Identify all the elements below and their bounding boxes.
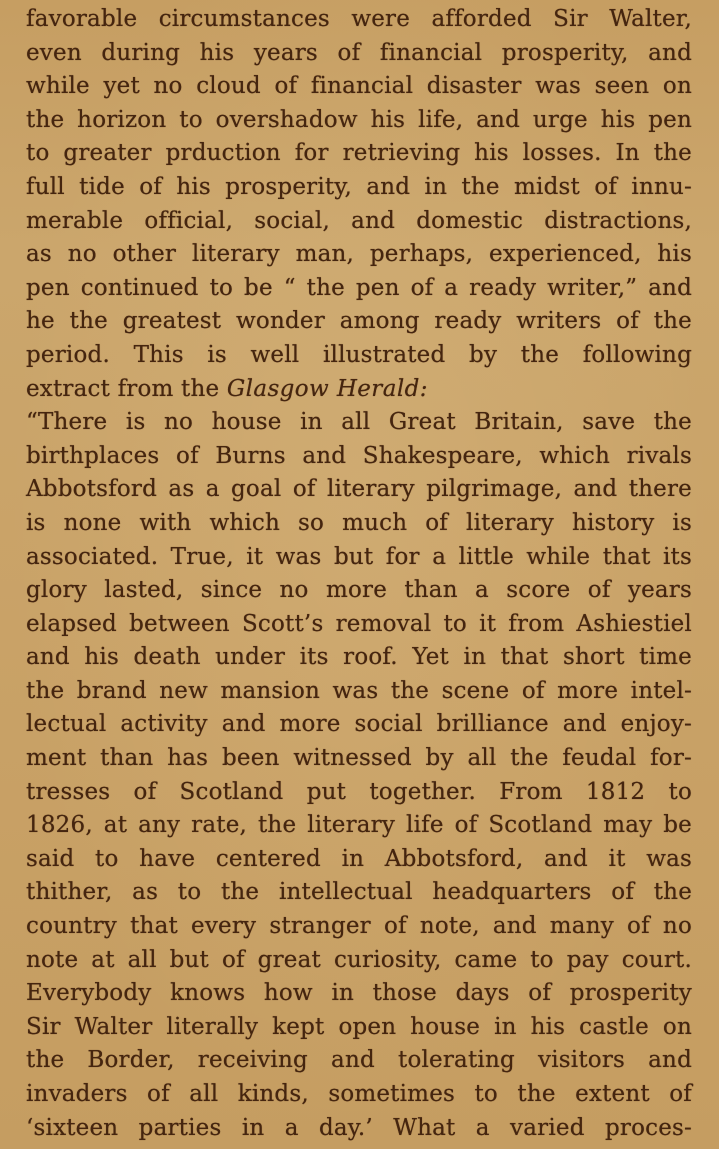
text-line: merable official, social, and domestic distractions, xyxy=(26,207,692,234)
text-line: glory lasted, since no more than a score of years xyxy=(26,577,692,604)
text-line: invaders of all kinds, sometimes to the extent of xyxy=(26,1081,692,1107)
text-line xyxy=(26,373,692,407)
text-line: he the greatest wonder among ready writers of the xyxy=(26,308,692,335)
text-line: is none with which so much of literary history is xyxy=(26,509,692,536)
text-line: Abbotsford as a goal of literary pilgrimage, and there xyxy=(26,476,692,503)
text-line: thither, as to the intellectual headquarters of the xyxy=(26,879,692,906)
page-text xyxy=(26,3,692,1145)
text-line: full tide of his prosperity, and in the midst of innu- xyxy=(26,173,692,200)
text-line: as no other literary man, perhaps, experienced, his xyxy=(26,241,692,268)
text-line: note at all but of great curiosity, came to pay court. xyxy=(26,946,692,973)
text-line: period. This is well illustrated by the following xyxy=(26,341,692,368)
text-line: lectual activity and more social brilliance and enjoy- xyxy=(26,711,692,738)
text-line: favorable circumstances were afforded Sir Walter, xyxy=(26,6,692,32)
text-line: country that every stranger of note, and many of no xyxy=(26,913,692,940)
text-line: the Border, receiving and tolerating visitors and xyxy=(26,1047,692,1074)
text-line: “There is no house in all Great Britain, save the xyxy=(26,409,692,436)
text-line: elapsed between Scott’s removal to it from Ashiestiel xyxy=(26,610,692,637)
text-line: said to have centered in Abbotsford, and it was xyxy=(26,845,692,872)
text-line: pen continued to be “ the pen of a ready writer,” and xyxy=(26,274,692,301)
text-line: the brand new mansion was the scene of more intel- xyxy=(26,677,692,704)
text-line: associated. True, it was but for a little while that its xyxy=(26,543,692,570)
line-text: extract from the xyxy=(26,375,227,402)
text-line: Sir Walter literally kept open house in his castle on xyxy=(26,1013,692,1040)
text-line: while yet no cloud of financial disaster was seen on xyxy=(26,73,692,100)
text-line: and his death under its roof. Yet in that short time xyxy=(26,644,692,671)
text-line: even during his years of financial prosperity, and xyxy=(26,39,692,66)
italic-text: Glasgow Herald: xyxy=(226,375,428,402)
text-line: tresses of Scotland put together. From 1812 to xyxy=(26,778,692,805)
text-line: the horizon to overshadow his life, and urge his pen xyxy=(26,106,692,133)
text-line: ment than has been witnessed by all the feudal for- xyxy=(26,745,692,772)
text-line: ‘sixteen parties in a day.’ What a varied proces- xyxy=(26,1114,692,1141)
text-line: 1826, at any rate, the literary life of Scotland may be xyxy=(26,812,692,839)
text-line: Everybody knows how in those days of prosperity xyxy=(26,980,692,1007)
text-line: birthplaces of Burns and Shakespeare, which rivals xyxy=(26,442,692,469)
text-line: to greater prduction for retrieving his losses. In the xyxy=(26,140,692,167)
